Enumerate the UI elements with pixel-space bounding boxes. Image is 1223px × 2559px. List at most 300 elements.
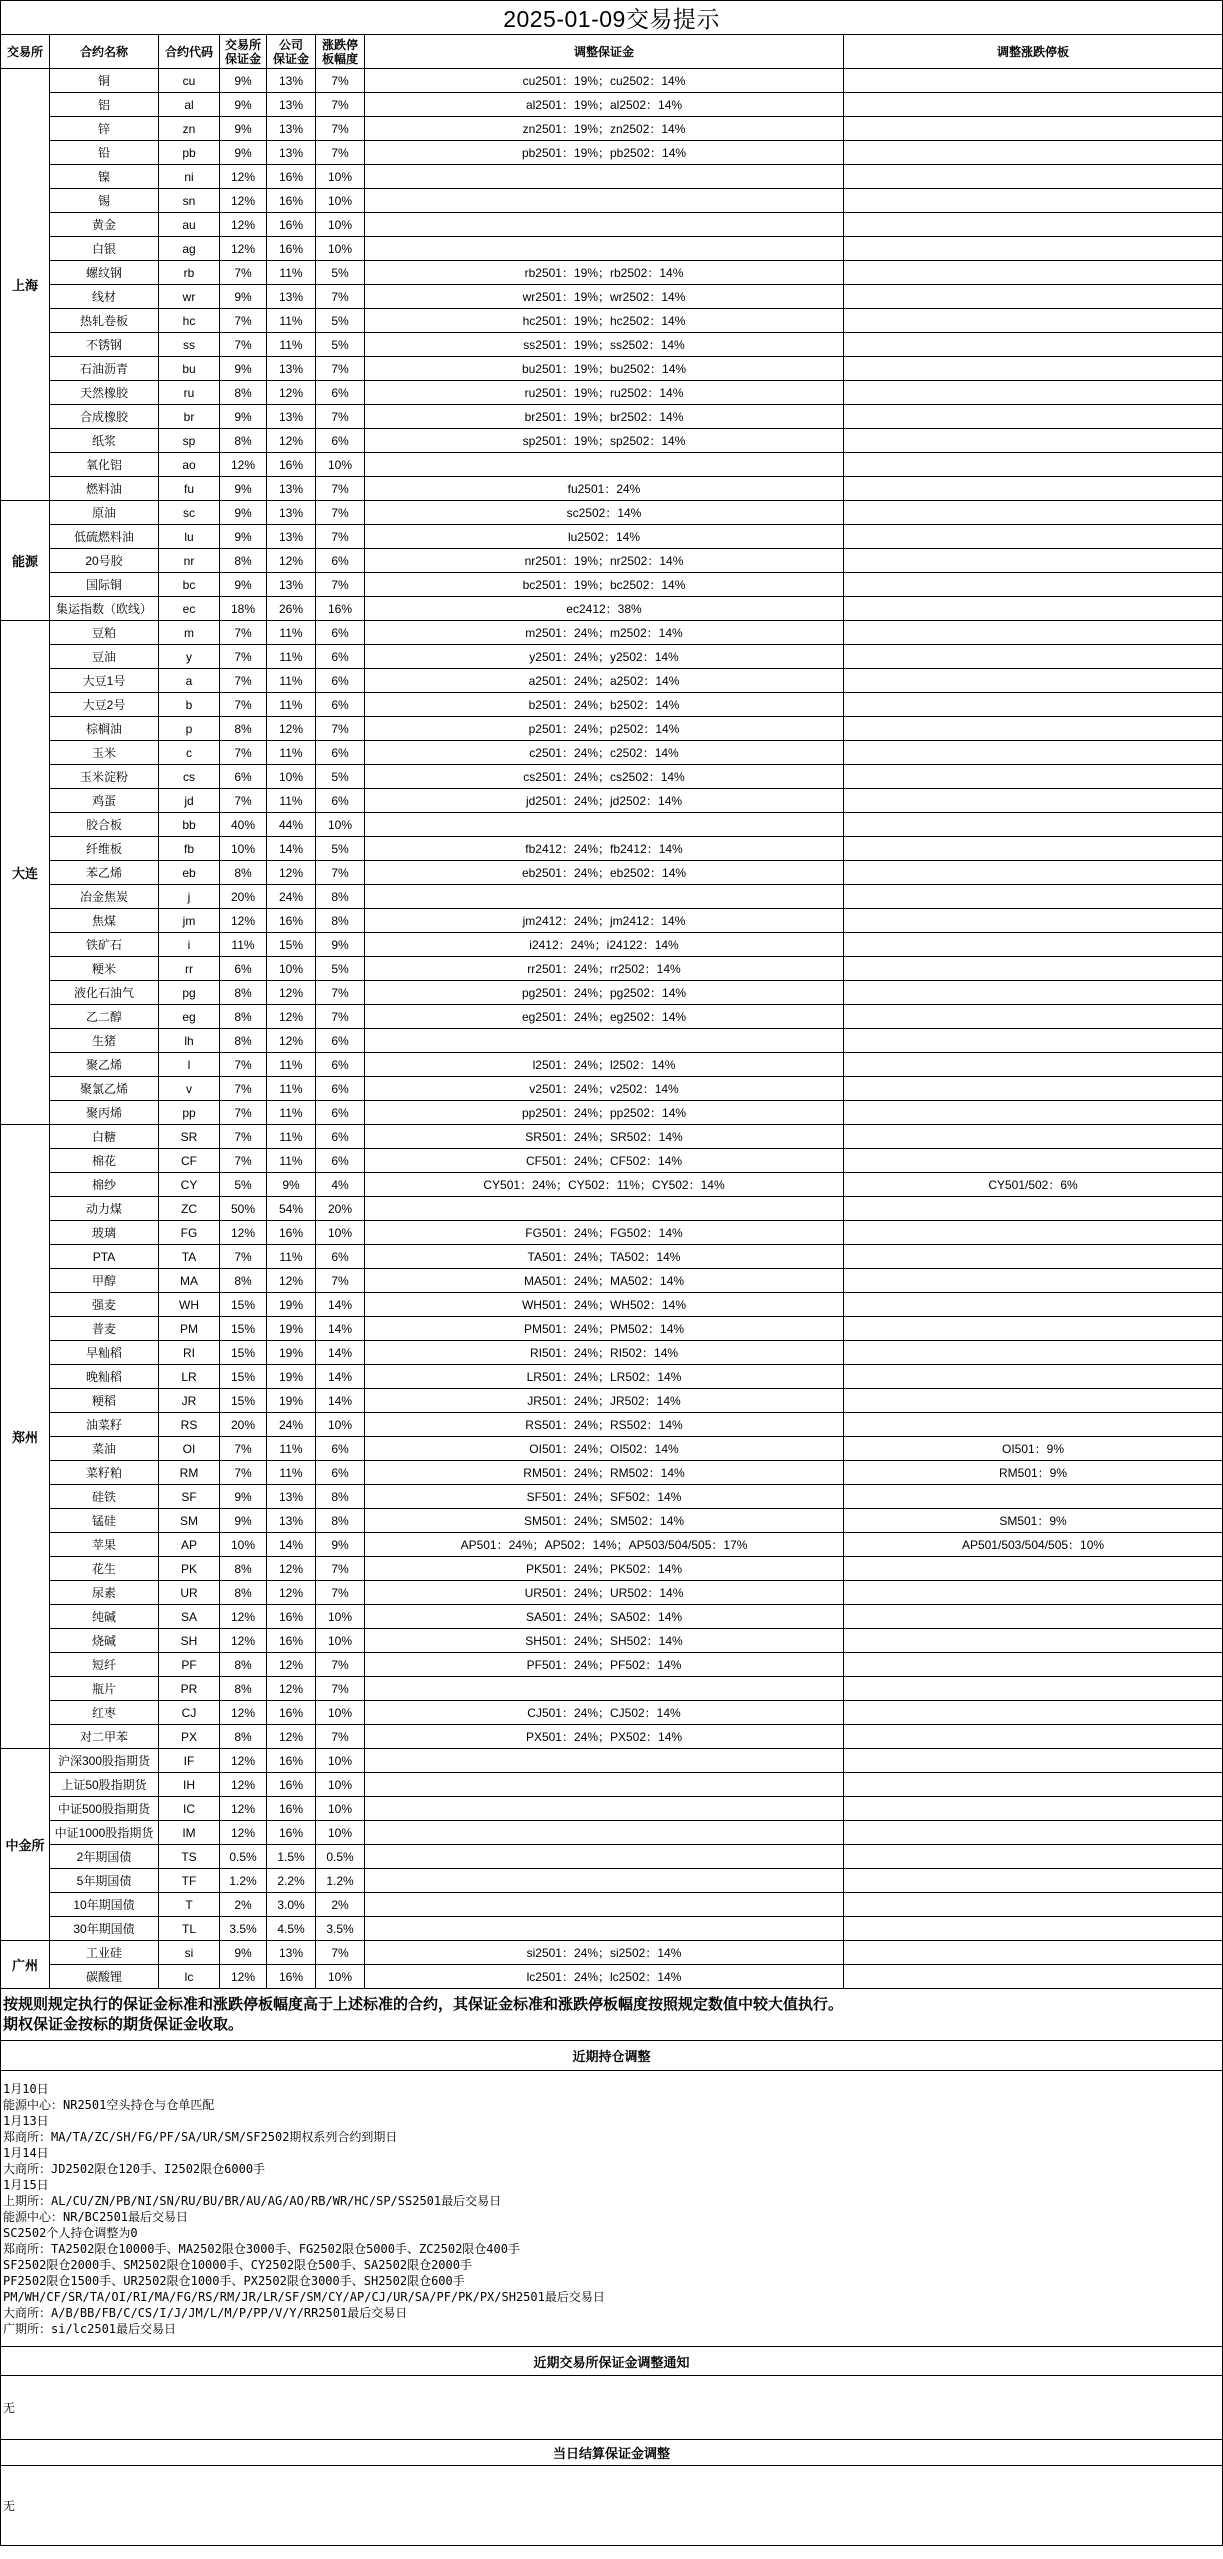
cell-exchange-margin: 9% [220,285,267,309]
table-row [1,1797,1223,1821]
cell-adjusted-price-limit [844,1029,1223,1053]
settlement-adjust-row [1,2466,1223,2546]
table-row [1,1773,1223,1797]
cell-price-limit: 10% [316,1821,365,1845]
cell-contract-code: i [159,933,220,957]
table-row [1,837,1223,861]
cell-exchange-margin: 12% [220,1701,267,1725]
cell-adjusted-price-limit [844,1869,1223,1893]
cell-contract-code: pg [159,981,220,1005]
cell-contract-name: 甲醇 [50,1269,159,1293]
table-row [1,1917,1223,1941]
cell-contract-name: 氧化铝 [50,453,159,477]
cell-company-margin: 11% [267,741,316,765]
cell-exchange-margin: 9% [220,357,267,381]
cell-company-margin: 12% [267,1581,316,1605]
cell-contract-code: rr [159,957,220,981]
cell-exchange-margin: 20% [220,885,267,909]
cell-adjusted-margin: AP501：24%；AP502：14%；AP503/504/505：17% [365,1533,844,1557]
cell-contract-code: WH [159,1293,220,1317]
cell-contract-code: UR [159,1581,220,1605]
cell-adjusted-price-limit [844,573,1223,597]
cell-company-margin: 16% [267,1749,316,1773]
cell-contract-code: bb [159,813,220,837]
cell-price-limit: 7% [316,477,365,501]
cell-contract-code: ag [159,237,220,261]
positions-content [1,2071,1223,2347]
note-line: 期权保证金按标的期货保证金收取。 [3,2015,244,2033]
cell-company-margin: 11% [267,261,316,285]
cell-exchange-margin: 7% [220,1077,267,1101]
table-row [1,213,1223,237]
cell-contract-name: 2年期国债 [50,1845,159,1869]
cell-contract-code: sc [159,501,220,525]
position-line: 大商所：JD2502限仓120手、I2502限仓6000手 [3,2162,266,2176]
cell-adjusted-margin: WH501：24%；WH502：14% [365,1293,844,1317]
cell-adjusted-margin [365,813,844,837]
cell-exchange-margin: 12% [220,237,267,261]
cell-adjusted-margin: bc2501：19%；bc2502：14% [365,573,844,597]
cell-price-limit: 8% [316,1509,365,1533]
cell-adjusted-margin: br2501：19%；br2502：14% [365,405,844,429]
cell-contract-code: nr [159,549,220,573]
cell-adjusted-margin: PF501：24%；PF502：14% [365,1653,844,1677]
cell-price-limit: 10% [316,237,365,261]
cell-exchange-margin: 9% [220,525,267,549]
cell-company-margin: 13% [267,285,316,309]
cell-adjusted-margin [365,1893,844,1917]
cell-contract-code: RM [159,1461,220,1485]
cell-contract-name: 上证50股指期货 [50,1773,159,1797]
cell-adjusted-margin: ru2501：19%；ru2502：14% [365,381,844,405]
table-row [1,621,1223,645]
cell-price-limit: 9% [316,1533,365,1557]
cell-adjusted-margin: c2501：24%；c2502：14% [365,741,844,765]
cell-exchange-margin: 7% [220,1461,267,1485]
cell-company-margin: 12% [267,429,316,453]
cell-adjusted-margin: wr2501：19%；wr2502：14% [365,285,844,309]
table-row [1,405,1223,429]
position-line: SC2502个人持仓调整为0 [3,2226,138,2240]
cell-exchange-margin: 8% [220,717,267,741]
cell-adjusted-margin: TA501：24%；TA502：14% [365,1245,844,1269]
page-title: 2025-01-09交易提示 [1,1,1223,35]
cell-contract-code: cu [159,69,220,93]
cell-price-limit: 10% [316,1965,365,1989]
cell-price-limit: 5% [316,333,365,357]
cell-contract-code: pb [159,141,220,165]
cell-company-margin: 16% [267,1797,316,1821]
cell-adjusted-margin: si2501：24%；si2502：14% [365,1941,844,1965]
cell-company-margin: 24% [267,1413,316,1437]
title-row [1,1,1223,35]
table-row [1,1629,1223,1653]
cell-adjusted-margin: v2501：24%；v2502：14% [365,1077,844,1101]
cell-contract-name: 铝 [50,93,159,117]
exchange-label: 中金所 [1,1749,50,1941]
cell-contract-code: SA [159,1605,220,1629]
cell-company-margin: 12% [267,1269,316,1293]
cell-price-limit: 7% [316,69,365,93]
cell-company-margin: 12% [267,1725,316,1749]
cell-company-margin: 16% [267,213,316,237]
cell-exchange-margin: 9% [220,477,267,501]
cell-contract-name: 焦煤 [50,909,159,933]
cell-exchange-margin: 10% [220,837,267,861]
cell-price-limit: 7% [316,357,365,381]
cell-adjusted-margin: sc2502：14% [365,501,844,525]
table-row [1,669,1223,693]
cell-company-margin: 16% [267,189,316,213]
cell-price-limit: 10% [316,1221,365,1245]
cell-contract-code: lu [159,525,220,549]
cell-contract-name: 短纤 [50,1653,159,1677]
cell-company-margin: 11% [267,621,316,645]
cell-contract-name: 豆粕 [50,621,159,645]
table-row [1,117,1223,141]
cell-contract-code: PF [159,1653,220,1677]
cell-contract-name: 棕榈油 [50,717,159,741]
cell-company-margin: 13% [267,93,316,117]
section-header-row [1,2041,1223,2071]
cell-contract-code: RI [159,1341,220,1365]
cell-contract-code: zn [159,117,220,141]
notes-row [1,1989,1223,2041]
cell-price-limit: 10% [316,813,365,837]
cell-adjusted-margin: eb2501：24%；eb2502：14% [365,861,844,885]
cell-company-margin: 13% [267,357,316,381]
cell-contract-code: sp [159,429,220,453]
cell-adjusted-price-limit [844,909,1223,933]
cell-exchange-margin: 6% [220,957,267,981]
cell-adjusted-price-limit [844,645,1223,669]
table-row [1,1269,1223,1293]
cell-contract-code: PX [159,1725,220,1749]
cell-exchange-margin: 10% [220,1533,267,1557]
cell-adjusted-price-limit [844,597,1223,621]
cell-price-limit: 10% [316,1629,365,1653]
cell-exchange-margin: 7% [220,1101,267,1125]
cell-contract-name: 合成橡胶 [50,405,159,429]
cell-adjusted-price-limit [844,1269,1223,1293]
cell-company-margin: 11% [267,669,316,693]
cell-adjusted-margin: lc2501：24%；lc2502：14% [365,1965,844,1989]
cell-company-margin: 13% [267,117,316,141]
cell-contract-name: 20号胶 [50,549,159,573]
positions-row [1,2071,1223,2347]
cell-adjusted-price-limit [844,1941,1223,1965]
cell-company-margin: 16% [267,909,316,933]
cell-price-limit: 7% [316,405,365,429]
cell-contract-code: bu [159,357,220,381]
cell-price-limit: 6% [316,1437,365,1461]
table-body [1,69,1223,1989]
cell-adjusted-price-limit [844,117,1223,141]
cell-price-limit: 9% [316,933,365,957]
cell-price-limit: 7% [316,1725,365,1749]
cell-exchange-margin: 7% [220,789,267,813]
section-header-row [1,2440,1223,2466]
cell-contract-name: 锡 [50,189,159,213]
cell-price-limit: 5% [316,837,365,861]
cell-adjusted-margin: SA501：24%；SA502：14% [365,1605,844,1629]
table-row [1,1197,1223,1221]
table-row [1,1845,1223,1869]
cell-exchange-margin: 8% [220,429,267,453]
cell-adjusted-margin: a2501：24%；a2502：14% [365,669,844,693]
cell-adjusted-margin [365,189,844,213]
cell-contract-code: AP [159,1533,220,1557]
cell-contract-name: 大豆1号 [50,669,159,693]
table-row [1,1893,1223,1917]
cell-company-margin: 26% [267,597,316,621]
cell-contract-code: SM [159,1509,220,1533]
cell-price-limit: 8% [316,909,365,933]
cell-exchange-margin: 12% [220,165,267,189]
cell-adjusted-margin: sp2501：19%；sp2502：14% [365,429,844,453]
cell-company-margin: 16% [267,453,316,477]
cell-contract-name: 螺纹钢 [50,261,159,285]
cell-company-margin: 14% [267,1533,316,1557]
cell-price-limit: 7% [316,1269,365,1293]
cell-company-margin: 13% [267,1509,316,1533]
table-row [1,237,1223,261]
cell-contract-name: 菜油 [50,1437,159,1461]
cell-exchange-margin: 7% [220,1053,267,1077]
cell-contract-name: 红枣 [50,1701,159,1725]
cell-company-margin: 16% [267,1821,316,1845]
cell-company-margin: 16% [267,1965,316,1989]
cell-company-margin: 14% [267,837,316,861]
cell-adjusted-price-limit [844,621,1223,645]
table-row [1,1365,1223,1389]
table-row [1,861,1223,885]
position-line: 郑商所：MA/TA/ZC/SH/FG/PF/SA/UR/SM/SF2502期权系列合约到期日 [3,2130,398,2144]
table-row [1,1701,1223,1725]
cell-price-limit: 14% [316,1317,365,1341]
cell-adjusted-margin: PX501：24%；PX502：14% [365,1725,844,1749]
cell-price-limit: 6% [316,549,365,573]
cell-price-limit: 6% [316,381,365,405]
cell-exchange-margin: 2% [220,1893,267,1917]
cell-adjusted-price-limit [844,693,1223,717]
table-row [1,1581,1223,1605]
cell-contract-name: 早籼稻 [50,1341,159,1365]
table-row [1,1413,1223,1437]
cell-company-margin: 11% [267,1245,316,1269]
cell-exchange-margin: 9% [220,501,267,525]
position-line: 1月14日 [3,2146,49,2160]
cell-contract-code: jd [159,789,220,813]
cell-contract-code: PR [159,1677,220,1701]
cell-contract-name: 纸浆 [50,429,159,453]
cell-contract-name: 烧碱 [50,1629,159,1653]
cell-contract-name: 玻璃 [50,1221,159,1245]
cell-adjusted-margin: p2501：24%；p2502：14% [365,717,844,741]
cell-company-margin: 9% [267,1173,316,1197]
cell-exchange-margin: 7% [220,1125,267,1149]
cell-contract-code: b [159,693,220,717]
cell-contract-name: 胶合板 [50,813,159,837]
table-row [1,1029,1223,1053]
position-line: 1月10日 [3,2082,49,2096]
cell-adjusted-margin [365,1029,844,1053]
cell-adjusted-price-limit [844,1653,1223,1677]
cell-contract-code: ni [159,165,220,189]
cell-contract-code: SF [159,1485,220,1509]
notes [1,1989,1223,2041]
cell-adjusted-margin [365,885,844,909]
header-adjusted-margin: 调整保证金 [365,35,844,69]
cell-exchange-margin: 9% [220,141,267,165]
cell-contract-name: 石油沥青 [50,357,159,381]
position-line: 1月15日 [3,2178,49,2192]
cell-contract-code: SR [159,1125,220,1149]
cell-contract-name: 强麦 [50,1293,159,1317]
table-row [1,285,1223,309]
cell-adjusted-margin: SF501：24%；SF502：14% [365,1485,844,1509]
exchange-label: 能源 [1,501,50,621]
cell-adjusted-price-limit [844,453,1223,477]
settlement-adjust-content: 无 [1,2466,1223,2546]
table-row [1,93,1223,117]
cell-adjusted-price-limit [844,1365,1223,1389]
cell-contract-name: 菜籽粕 [50,1461,159,1485]
table-row [1,357,1223,381]
table-row [1,1725,1223,1749]
cell-adjusted-margin [365,1197,844,1221]
cell-price-limit: 8% [316,885,365,909]
cell-price-limit: 7% [316,501,365,525]
position-line: 1月13日 [3,2114,49,2128]
cell-price-limit: 5% [316,261,365,285]
cell-adjusted-price-limit [844,1053,1223,1077]
cell-adjusted-price-limit [844,477,1223,501]
table-row [1,1965,1223,1989]
table-row [1,1605,1223,1629]
cell-contract-code: PM [159,1317,220,1341]
cell-adjusted-margin: rr2501：24%；rr2502：14% [365,957,844,981]
cell-contract-code: CY [159,1173,220,1197]
cell-price-limit: 10% [316,1797,365,1821]
cell-adjusted-margin: CY501：24%；CY502：11%；CY502：14% [365,1173,844,1197]
header-adjusted-price-limit: 调整涨跌停板 [844,35,1223,69]
cell-adjusted-margin: l2501：24%；l2502：14% [365,1053,844,1077]
cell-adjusted-price-limit: RM501：9% [844,1461,1223,1485]
cell-contract-name: 聚丙烯 [50,1101,159,1125]
cell-adjusted-price-limit [844,981,1223,1005]
cell-contract-name: 线材 [50,285,159,309]
cell-company-margin: 11% [267,1077,316,1101]
cell-exchange-margin: 0.5% [220,1845,267,1869]
cell-contract-code: ec [159,597,220,621]
cell-price-limit: 10% [316,1413,365,1437]
cell-exchange-margin: 15% [220,1317,267,1341]
cell-company-margin: 16% [267,165,316,189]
cell-adjusted-price-limit [844,1221,1223,1245]
cell-price-limit: 10% [316,1749,365,1773]
cell-price-limit: 6% [316,669,365,693]
cell-adjusted-price-limit [844,1341,1223,1365]
cell-contract-name: 热轧卷板 [50,309,159,333]
cell-price-limit: 14% [316,1341,365,1365]
cell-adjusted-price-limit [844,1245,1223,1269]
table-row [1,165,1223,189]
cell-adjusted-price-limit [844,933,1223,957]
cell-contract-name: 沪深300股指期货 [50,1749,159,1773]
cell-exchange-margin: 8% [220,1725,267,1749]
cell-adjusted-price-limit: SM501：9% [844,1509,1223,1533]
section-header-row [1,2347,1223,2376]
cell-exchange-margin: 7% [220,1245,267,1269]
cell-contract-name: 晚籼稻 [50,1365,159,1389]
cell-adjusted-price-limit [844,1821,1223,1845]
cell-price-limit: 10% [316,165,365,189]
cell-adjusted-price-limit [844,837,1223,861]
table-row [1,645,1223,669]
cell-exchange-margin: 8% [220,1581,267,1605]
cell-company-margin: 3.0% [267,1893,316,1917]
cell-exchange-margin: 8% [220,861,267,885]
cell-exchange-margin: 12% [220,1629,267,1653]
table-row [1,1101,1223,1125]
cell-company-margin: 12% [267,381,316,405]
cell-contract-code: p [159,717,220,741]
cell-company-margin: 13% [267,141,316,165]
cell-exchange-margin: 7% [220,333,267,357]
cell-adjusted-margin: nr2501：19%；nr2502：14% [365,549,844,573]
cell-adjusted-price-limit [844,1605,1223,1629]
table-row [1,981,1223,1005]
cell-contract-code: TS [159,1845,220,1869]
cell-price-limit: 6% [316,1029,365,1053]
cell-adjusted-margin: MA501：24%；MA502：14% [365,1269,844,1293]
cell-exchange-margin: 7% [220,1149,267,1173]
cell-adjusted-price-limit [844,525,1223,549]
cell-exchange-margin: 8% [220,1557,267,1581]
cell-adjusted-price-limit [844,165,1223,189]
cell-company-margin: 13% [267,1941,316,1965]
cell-exchange-margin: 9% [220,117,267,141]
cell-price-limit: 10% [316,1605,365,1629]
cell-contract-name: 锌 [50,117,159,141]
cell-company-margin: 12% [267,1557,316,1581]
cell-contract-name: 豆油 [50,645,159,669]
header-exchange-margin: 交易所 保证金 [220,35,267,69]
cell-contract-name: 棉纱 [50,1173,159,1197]
table-row [1,765,1223,789]
cell-exchange-margin: 7% [220,1437,267,1461]
cell-adjusted-price-limit: OI501：9% [844,1437,1223,1461]
cell-contract-code: rb [159,261,220,285]
table-row [1,813,1223,837]
cell-adjusted-margin [365,1797,844,1821]
position-line: PF2502限仓1500手、UR2502限仓1000手、PX2502限仓3000手、SH2502限仓600手 [3,2274,465,2288]
cell-contract-code: lh [159,1029,220,1053]
cell-contract-code: eg [159,1005,220,1029]
table-row [1,1293,1223,1317]
cell-adjusted-margin: y2501：24%；y2502：14% [365,645,844,669]
cell-company-margin: 11% [267,645,316,669]
cell-contract-name: 10年期国债 [50,1893,159,1917]
cell-price-limit: 7% [316,1557,365,1581]
cell-adjusted-price-limit [844,1557,1223,1581]
cell-exchange-margin: 1.2% [220,1869,267,1893]
cell-company-margin: 11% [267,1461,316,1485]
cell-company-margin: 1.5% [267,1845,316,1869]
cell-adjusted-price-limit [844,861,1223,885]
cell-price-limit: 6% [316,621,365,645]
